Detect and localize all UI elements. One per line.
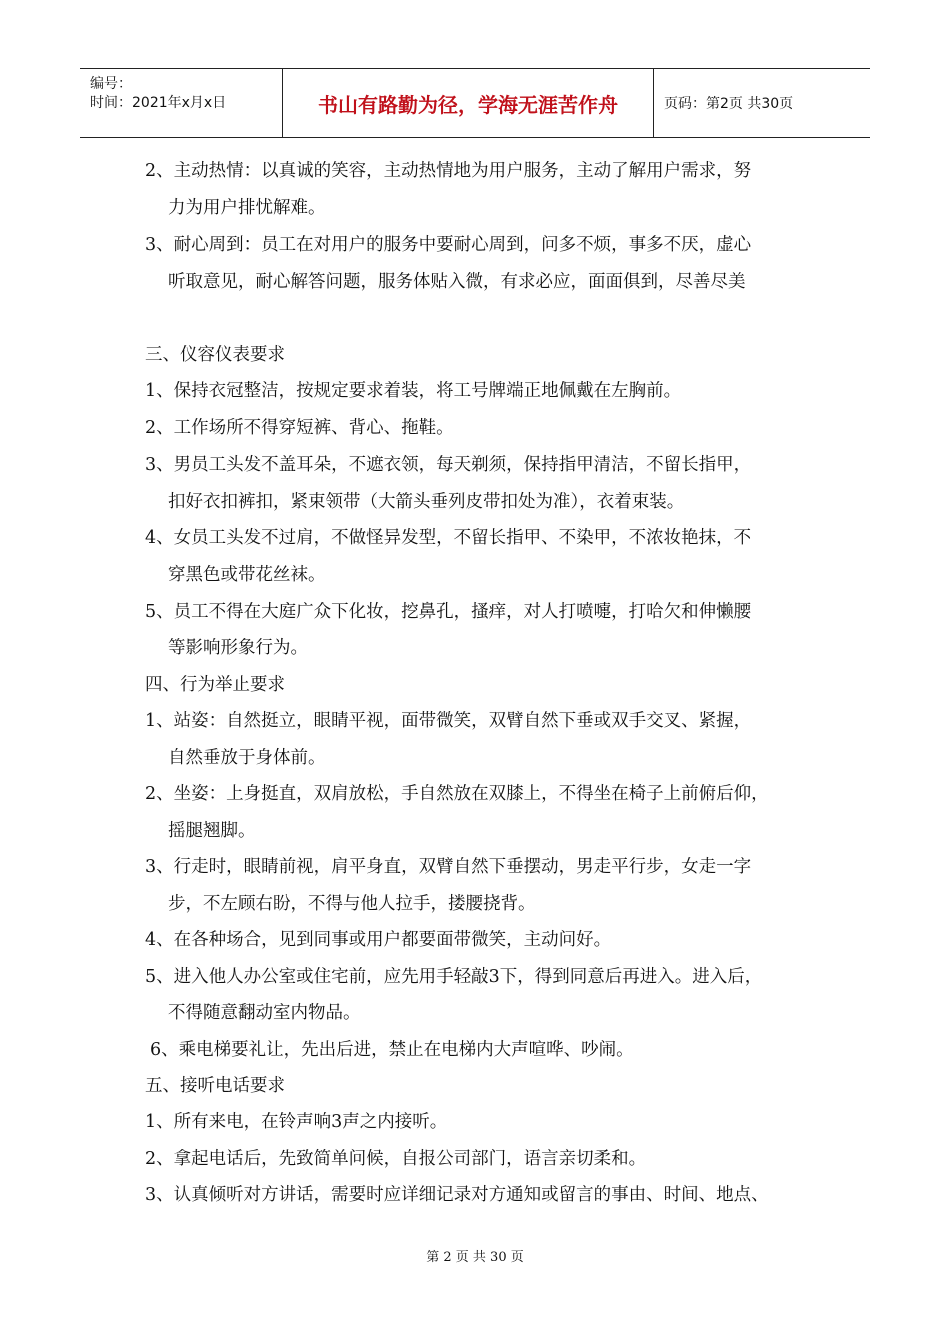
paragraph-line: 6、乘电梯要礼让，先出后进，禁止在电梯内大声喧哗、吵闹。	[150, 1040, 634, 1060]
paragraph-line: 2、工作场所不得穿短裤、背心、拖鞋。	[145, 418, 454, 438]
paragraph-line: 摇腿翘脚。	[168, 821, 256, 841]
page-header	[80, 68, 870, 138]
header-page-cell	[654, 69, 870, 137]
paragraph-line: 4、女员工头发不过肩，不做怪异发型，不留长指甲、不染甲，不浓妆艳抹，不	[145, 528, 752, 548]
paragraph-line: 5、员工不得在大庭广众下化妆，挖鼻孔，搔痒，对人打喷嚏，打哈欠和伸懒腰	[145, 602, 752, 622]
paragraph-line: 2、坐姿：上身挺直，双肩放松，手自然放在双膝上，不得坐在椅子上前俯后仰，	[145, 784, 769, 804]
paragraph-line: 听取意见，耐心解答问题，服务体贴入微，有求必应，面面俱到，尽善尽美	[168, 272, 746, 292]
paragraph-line: 3、行走时，眼睛前视，肩平身直，双臂自然下垂摆动，男走平行步，女走一字	[145, 857, 752, 877]
paragraph-line: 自然垂放于身体前。	[168, 748, 326, 768]
paragraph-line: 3、男员工头发不盖耳朵，不遮衣领，每天剃须，保持指甲清洁，不留长指甲，	[145, 455, 752, 475]
header-motto-cell	[283, 69, 654, 137]
paragraph-line: 步，不左顾右盼，不得与他人拉手，搂腰挠背。	[168, 894, 536, 914]
paragraph-line: 5、进入他人办公室或住宅前，应先用手轻敲3下，得到同意后再进入。进入后，	[145, 967, 763, 987]
paragraph-line: 扣好衣扣裤扣，紧束领带（大箭头垂列皮带扣处为准），衣着束装。	[168, 492, 685, 512]
document-date: 时间：2021年x月x日	[90, 95, 227, 111]
section-heading: 五、接听电话要求	[145, 1076, 285, 1096]
header-page-number: 页码：第2页 共30页	[664, 96, 794, 112]
paragraph-line: 2、拿起电话后，先致简单问候，自报公司部门，语言亲切柔和。	[145, 1149, 647, 1169]
header-info-cell	[80, 69, 283, 137]
paragraph-line: 2、主动热情：以真诚的笑容，主动热情地为用户服务，主动了解用户需求，努	[145, 161, 752, 181]
section-heading: 四、行为举止要求	[145, 675, 285, 695]
paragraph-line: 1、保持衣冠整洁，按规定要求着装，将工号牌端正地佩戴在左胸前。	[145, 381, 682, 401]
paragraph-line: 3、耐心周到：员工在对用户的服务中要耐心周到，问多不烦，事多不厌，虚心	[145, 235, 752, 255]
document-number: 编号：	[90, 76, 132, 92]
paragraph-line: 等影响形象行为。	[168, 638, 308, 658]
paragraph-line: 力为用户排忧解难。	[168, 198, 326, 218]
paragraph-line: 1、站姿：自然挺立，眼睛平视，面带微笑，双臂自然下垂或双手交叉、紧握，	[145, 711, 752, 731]
paragraph-line: 穿黑色或带花丝袜。	[168, 565, 326, 585]
paragraph-line: 不得随意翻动室内物品。	[168, 1003, 361, 1023]
paragraph-line: 1、所有来电，在铃声响3声之内接听。	[145, 1112, 448, 1132]
paragraph-line: 4、在各种场合，见到同事或用户都要面带微笑，主动问好。	[145, 930, 612, 950]
page-footer: 第 2 页 共 30 页	[426, 1250, 524, 1265]
header-motto: 书山有路勤为径，学海无涯苦作舟	[318, 92, 618, 117]
paragraph-line: 3、认真倾听对方讲话，需要时应详细记录对方通知或留言的事由、时间、地点、	[145, 1185, 769, 1205]
section-heading: 三、仪容仪表要求	[145, 345, 285, 365]
